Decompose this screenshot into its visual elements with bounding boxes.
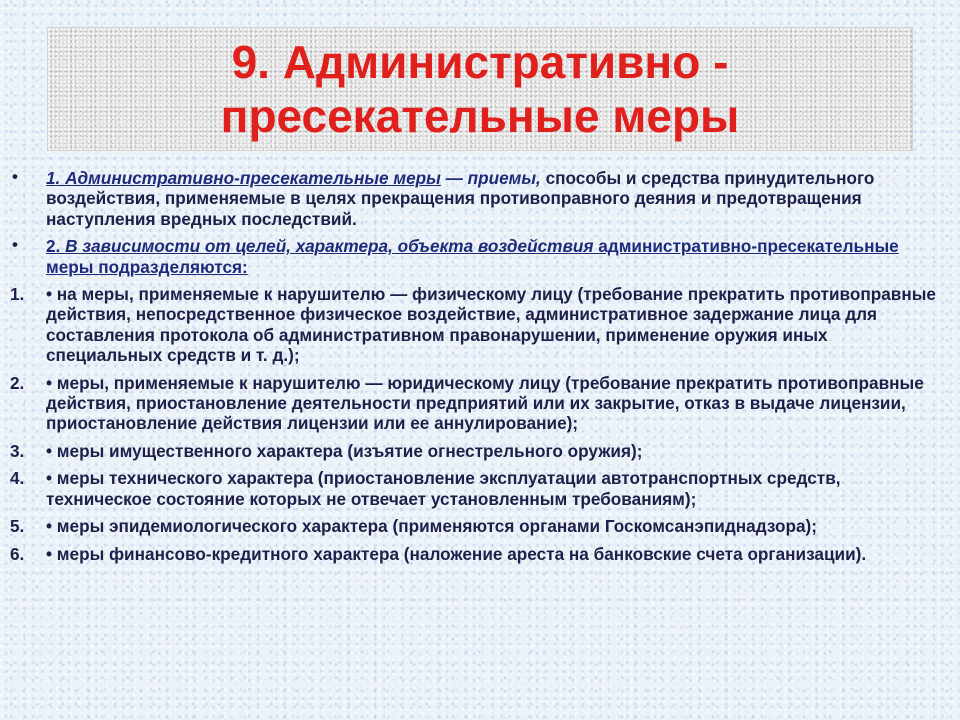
list-number: 3. — [10, 440, 25, 461]
slide-title — [221, 35, 740, 143]
definition-text: способы и средства принудительного воздействия, применяемые в целях прекращения противоправного деяния и предотвращения наступления вредных последствий. — [46, 168, 875, 229]
title-line-1: 9. Административно - — [231, 36, 729, 88]
definition-dash: — приемы, — [440, 168, 541, 188]
definition-term: 1. Административно-пресекательные меры — [46, 168, 441, 188]
list-item-text: • меры финансово-кредитного характера (наложение ареста на банковские счета организации). — [46, 543, 867, 564]
list-number: 5. — [10, 516, 25, 537]
classification-number: 2. — [46, 236, 66, 257]
intro-item-definition — [0, 168, 960, 229]
bullet-marker: • — [12, 235, 18, 255]
list-item — [0, 544, 960, 564]
classification-term: В зависимости от целей, характера, объекта воздействия — [65, 236, 594, 257]
list-item-text: • меры, применяемые к нарушителю — юридическому лицу (требование прекратить противоправные действия, приостановление деятельности предприятий или их закрытие, отказ в выдаче лицензии, приостановление действия лицензии или ее аннулирование); — [46, 372, 924, 434]
list-item — [0, 373, 960, 434]
list-item — [0, 284, 960, 366]
list-number: 2. — [10, 372, 25, 393]
list-item — [0, 441, 960, 461]
list-item-text: • меры технического характера (приостановление эксплуатации автотранспортных средств, техническое состояние которых не отвечает установленным требованиям); — [46, 468, 841, 509]
title-box — [48, 28, 912, 150]
bullet-marker: • — [12, 167, 18, 186]
list-item — [0, 468, 960, 509]
title-line-2: пресекательные меры — [220, 90, 740, 142]
slide-content — [0, 168, 960, 571]
list-item-text: • меры имущественного характера (изъятие огнестрельного оружия); — [46, 440, 643, 461]
list-item-text: • на меры, применяемые к нарушителю — физическому лицу (требование прекратить противоправные действия, непосредственное физическое воздействие, административное задержание лица для составления протокола об административном правонарушении, применение оружия иных специальных средств и т. д.); — [46, 284, 936, 366]
list-item — [0, 516, 960, 536]
classification-text: административно-пресекательные меры подразделяются: — [46, 236, 899, 277]
list-item-text: • меры эпидемиологического характера (применяются органами Госкомсанэпиднадзора); — [46, 516, 817, 537]
list-number: 1. — [10, 284, 25, 305]
list-number: 4. — [10, 468, 25, 489]
list-number: 6. — [10, 543, 25, 564]
intro-item-classification — [0, 236, 960, 277]
